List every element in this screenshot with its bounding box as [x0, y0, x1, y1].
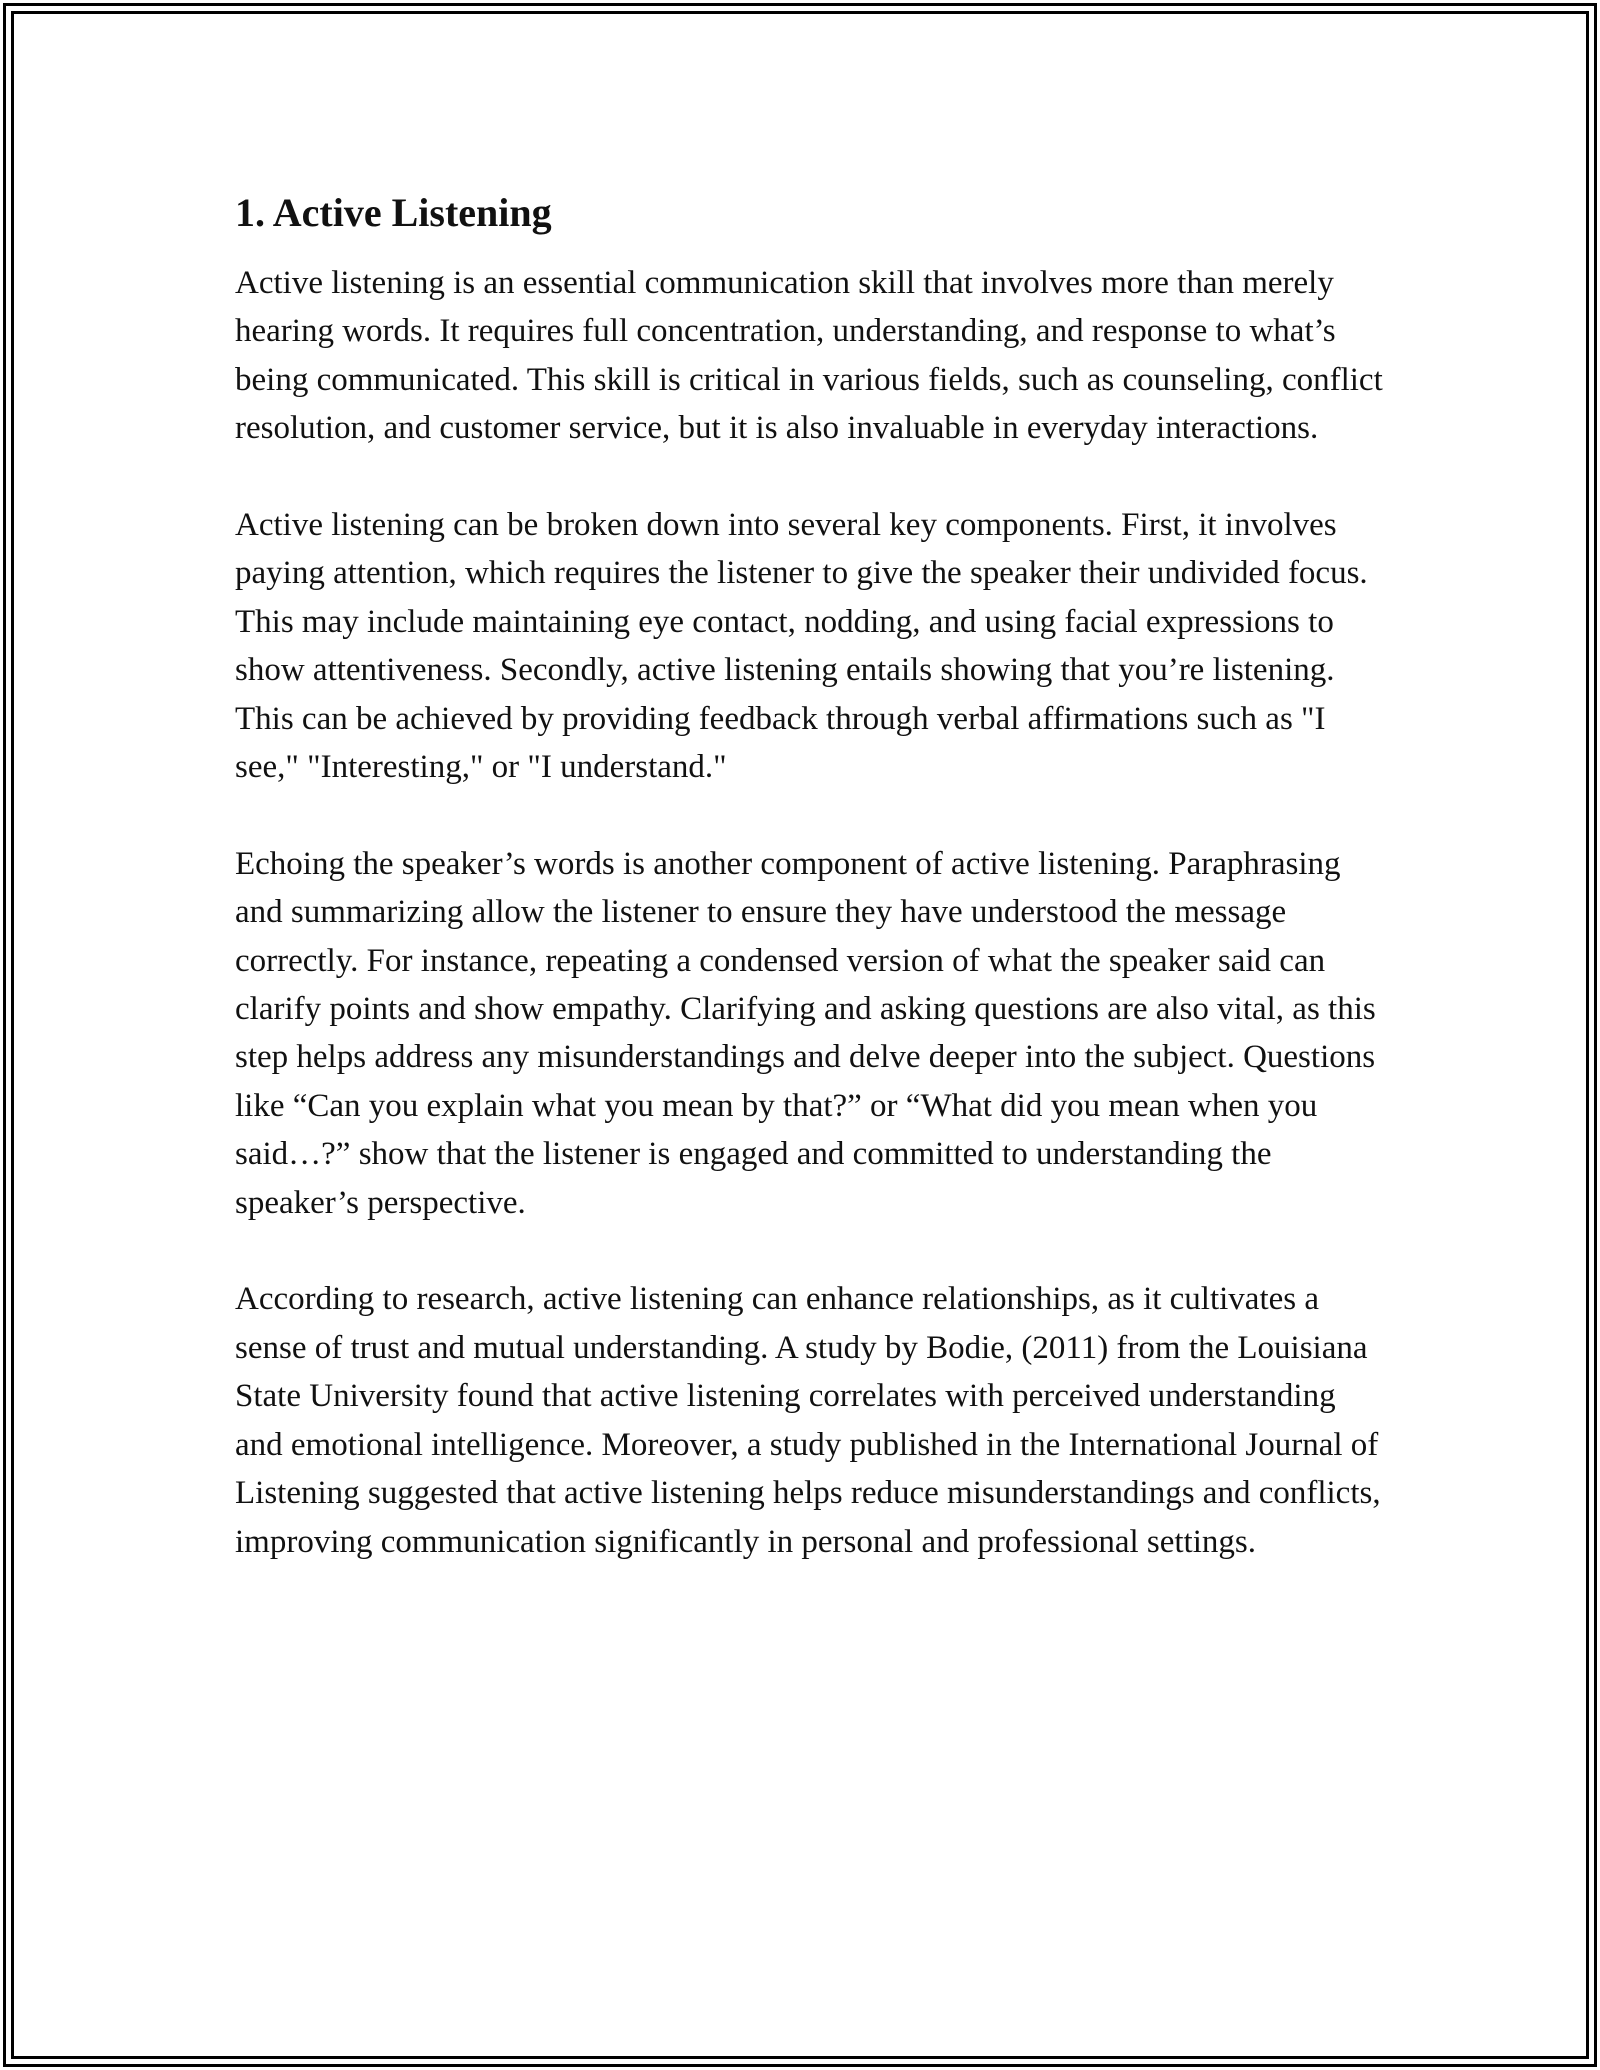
paragraph-research: According to research, active listening can enhance relationships, as it cultivates a sense of trust and mutual understanding. A study by Bodie, (2011) from the Louisiana State University found that active listening correlates with perceived understanding and emotional intelligence. Moreover, a study published in the International Journal of Listening suggested that active listening helps reduce misunderstandings and conflicts, improving communication significantly in personal and professional settings. — [235, 1281, 1381, 1560]
section-heading: 1. Active Listening — [235, 190, 552, 235]
paragraph-echoing: Echoing the speaker’s words is another component of active listening. Paraphrasing and summarizing allow the listener to ensure they have understood the message correctly. For instance, repeating a condensed version of what the speaker said can clarify points and show empathy. Clarifying and asking questions are also vital, as this step helps address any misunderstandings and delve deeper into the subject. Questions like “Can you explain what you mean by that?” or “What did you mean when you said…?” show that the listener is engaged and committed to understanding the speaker’s perspective. — [235, 845, 1376, 1221]
paragraph-components: Active listening can be broken down into several key components. First, it involves paying attention, which requires the listener to give the speaker their undivided focus. This may include maintaining eye contact, nodding, and using facial expressions to show attentiveness. Secondly, active listening entails showing that you’re listening. This can be achieved by providing feedback through verbal affirmations such as "I see," "Interesting," or "I understand." — [235, 507, 1368, 786]
document-body — [235, 185, 1385, 1614]
paragraph-intro: Active listening is an essential communication skill that involves more than merely hearing words. It requires full concentration, understanding, and response to what’s being communicated. This skill is critical in various fields, such as counseling, conflict resolution, and customer service, but it is also invaluable in everyday interactions. — [235, 265, 1383, 447]
